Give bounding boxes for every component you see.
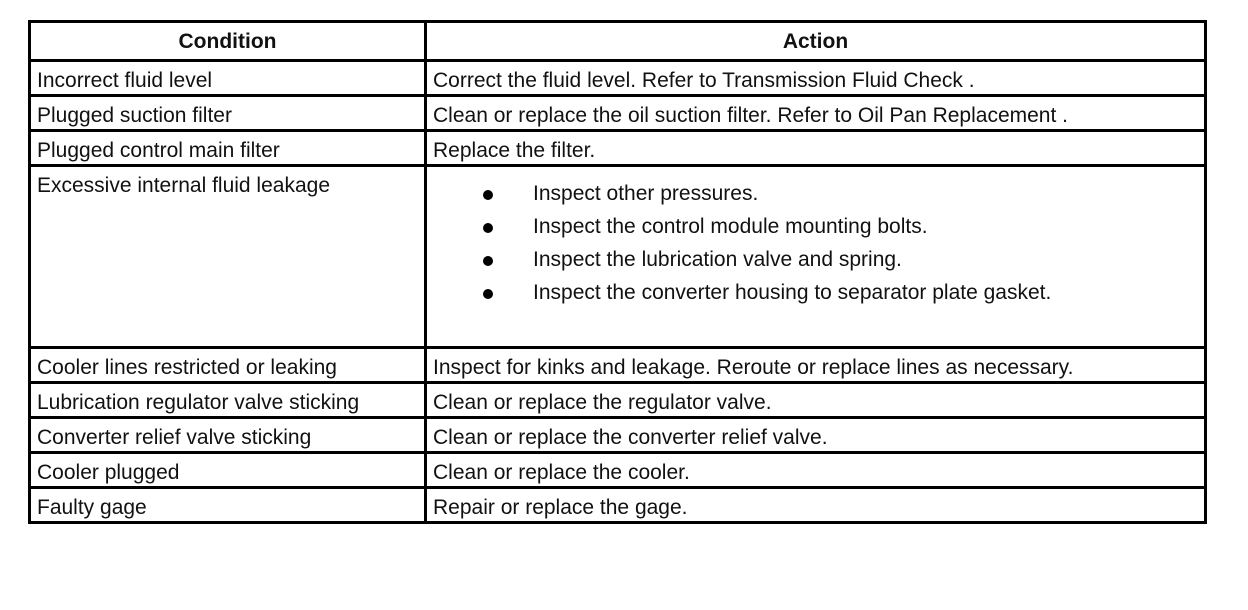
diagnostic-table-container bbox=[28, 20, 1204, 524]
condition-cell: Faulty gage bbox=[30, 488, 426, 523]
column-header-condition: Condition bbox=[30, 22, 426, 61]
table-row bbox=[30, 488, 1206, 523]
action-cell: Correct the fluid level. Refer to Transmission Fluid Check . bbox=[426, 61, 1206, 96]
table-row bbox=[30, 418, 1206, 453]
table-row bbox=[30, 131, 1206, 166]
condition-cell: Lubrication regulator valve sticking bbox=[30, 383, 426, 418]
condition-cell: Incorrect fluid level bbox=[30, 61, 426, 96]
action-cell: Clean or replace the cooler. bbox=[426, 453, 1206, 488]
table-row bbox=[30, 96, 1206, 131]
action-cell: Repair or replace the gage. bbox=[426, 488, 1206, 523]
bullet-icon bbox=[483, 223, 493, 233]
condition-cell: Cooler plugged bbox=[30, 453, 426, 488]
action-bullet-text: Inspect the lubrication valve and spring. bbox=[533, 248, 902, 271]
action-cell bbox=[426, 166, 1206, 348]
bullet-icon bbox=[483, 289, 493, 299]
action-bullet-item bbox=[481, 177, 1204, 210]
condition-cell: Plugged control main filter bbox=[30, 131, 426, 166]
action-cell: Clean or replace the converter relief valve. bbox=[426, 418, 1206, 453]
table-row bbox=[30, 166, 1206, 348]
action-bullet-text: Inspect the control module mounting bolts. bbox=[533, 215, 928, 238]
action-bullet-text: Inspect the converter housing to separator plate gasket. bbox=[533, 281, 1052, 304]
action-cell: Clean or replace the oil suction filter. Refer to Oil Pan Replacement . bbox=[426, 96, 1206, 131]
action-bullet-text: Inspect other pressures. bbox=[533, 182, 759, 205]
condition-cell: Plugged suction filter bbox=[30, 96, 426, 131]
action-bullet-list bbox=[433, 177, 1204, 309]
diagnostic-table bbox=[28, 20, 1207, 524]
action-cell: Clean or replace the regulator valve. bbox=[426, 383, 1206, 418]
table-row bbox=[30, 453, 1206, 488]
action-bullet-item bbox=[481, 276, 1204, 309]
condition-cell: Converter relief valve sticking bbox=[30, 418, 426, 453]
action-bullet-item bbox=[481, 243, 1204, 276]
action-bullet-item bbox=[481, 210, 1204, 243]
table-row bbox=[30, 61, 1206, 96]
table-header-row bbox=[30, 22, 1206, 61]
condition-cell: Cooler lines restricted or leaking bbox=[30, 348, 426, 383]
bullet-icon bbox=[483, 190, 493, 200]
action-cell: Inspect for kinks and leakage. Reroute or replace lines as necessary. bbox=[426, 348, 1206, 383]
column-header-action: Action bbox=[426, 22, 1206, 61]
bullet-icon bbox=[483, 256, 493, 266]
action-cell: Replace the filter. bbox=[426, 131, 1206, 166]
condition-cell: Excessive internal fluid leakage bbox=[30, 166, 426, 348]
table-row bbox=[30, 348, 1206, 383]
table-row bbox=[30, 383, 1206, 418]
